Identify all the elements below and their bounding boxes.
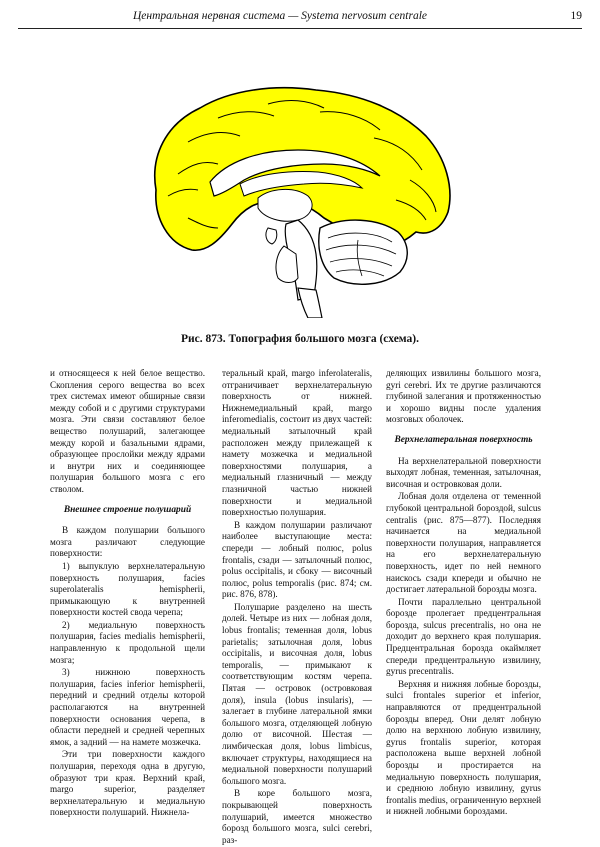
paragraph: Эти три поверхности каждого полушария, переходя одна в другую, образуют три края. Верхний край, margo superior, разделяет верхнелатеральную и медиальную поверхности полушарий. Нижнела-	[50, 749, 205, 818]
paragraph: 3) нижнюю поверхность полушария, facies inferior hemispherii, передний и средний отделы которой располагаются на внутренней поверхности основания черепа, в области передней и средней черепных ямок, а задний — на намете мозжечка.	[50, 667, 205, 747]
paragraph: Полушарие разделено на шесть долей. Четыре из них — лобная доля, lobus frontalis; теменная доля, lobus parietalis; затылочная доля, lobus occipitalis, и височная доля, lobus temporalis, — примыкают к соответствующим костям черепа. Пятая — островок (островковая доля), insula (lobus insularis), — залегает в глубине латеральной ямки большого мозга, отделяющей лобную долю от височной. Шестая — лимбическая доля, lobus limbicus, включает структуры, находящиеся на медиальной поверхности полушарий большого мозга.	[222, 601, 372, 786]
section-heading: Верхнелатеральная поверхность	[394, 434, 533, 445]
hypophysis	[266, 228, 277, 244]
paragraph: В каждом полушарии большого мозга различают следующие поверхности:	[50, 525, 205, 559]
page-number: 19	[570, 10, 582, 22]
running-header	[18, 8, 582, 30]
paragraph: деляющих извилины большого мозга, gyri cerebri. Их те другие различаются глубиной залегания и протяженностью и хорошо видны после удаления мозговых оболочек.	[386, 368, 541, 425]
paragraph: 1) выпуклую верхнелатеральную поверхность полушария, facies superolateralis hemispherii, примыкающую к внутренней поверхности костей свода черепа;	[50, 560, 205, 618]
cerebellum	[319, 220, 408, 284]
text-column-3	[386, 368, 541, 819]
medulla	[298, 288, 322, 318]
paragraph: 2) медиальную поверхность полушария, facies medialis hemispherii, направленную к продольной щели мозга;	[50, 619, 205, 665]
paragraph: теральный край, margo inferolateralis, отграничивает верхнелатеральную поверхность от нижней. Нижнемедиальный край, margo inferomedialis, состоит из двух частей: медиальный затылочный край расположен между прилежащей к намету мозжечка и медиальной поверхностями полушария, а медиальный глазничный — между глазничной частью нижней поверхности и медиальной поверхностью полушария.	[222, 368, 372, 518]
figure-caption: Рис. 873. Топография большого мозга (схема).	[180, 333, 420, 345]
brain-figure	[148, 78, 458, 318]
paragraph: В коре большого мозга, покрывающей поверхность полушарий, имеется множество борозд большого мозга, sulci cerebri, раз-	[222, 788, 372, 845]
paragraph: Почти параллельно центральной борозде пролегает предцентральная борозда, sulcus precentralis, но она не доходит до верхнего края полушария. Предцентральная борозда окаймляет спереди предцентральную извилину, gyrus precentralis.	[386, 596, 541, 677]
text-column-1	[50, 368, 205, 820]
paragraph: В каждом полушарии различают наиболее выступающие места: спереди — лобный полюс, polus frontalis, сзади — затылочный полюс, polus occipitalis, и сбоку — височный полюс, polus temporalis (рис. 874; см. рис. 876, 878).	[222, 519, 372, 600]
brain-illustration	[148, 78, 458, 318]
paragraph: Лобная доля отделена от теменной глубокой центральной бороздой, sulcus centralis (рис. 875—877). Последняя начинается на медиальной поверхности полушария, направляется на его верхнелатеральную поверхность, идет по ней немного наискось сзади кпереди и обычно не достигает латеральной борозды мозга.	[386, 491, 541, 595]
section-heading: Внешнее строение полушарий	[63, 504, 192, 515]
paragraph: На верхнелатеральной поверхности выходят лобная, теменная, затылочная, височная и островковая доли.	[386, 455, 541, 489]
paragraph: и относящееся к ней белое вещество. Скопления серого вещества во всех трех системах имеют обширные связи между собой и с другими структурами мозга. Эти связи составляют белое вещество полушарий, залегающее между корой и базальными ядрами, образующее прослойки между ядрами и внутри них и соединяющее полушария большого мозга с его стволом.	[50, 368, 205, 494]
thalamus	[258, 189, 312, 221]
paragraph: Верхняя и нижняя лобные борозды, sulci frontales superior et inferior, направляются от предцентральной борозды вперед. Они делят лобную долю на верхнюю лобную извилину, gyrus frontalis superior, которая расположена выше верхней лобной борозды и простирается на медиальную поверхность полушария, и среднюю лобную извилину, gyrus frontalis medius, ограниченную верхней и нижней лобными бороздами.	[386, 678, 541, 817]
running-title: Центральная нервная система — Systema nervosum centrale	[132, 10, 428, 22]
header-rule	[18, 28, 582, 29]
text-column-2	[222, 368, 372, 847]
